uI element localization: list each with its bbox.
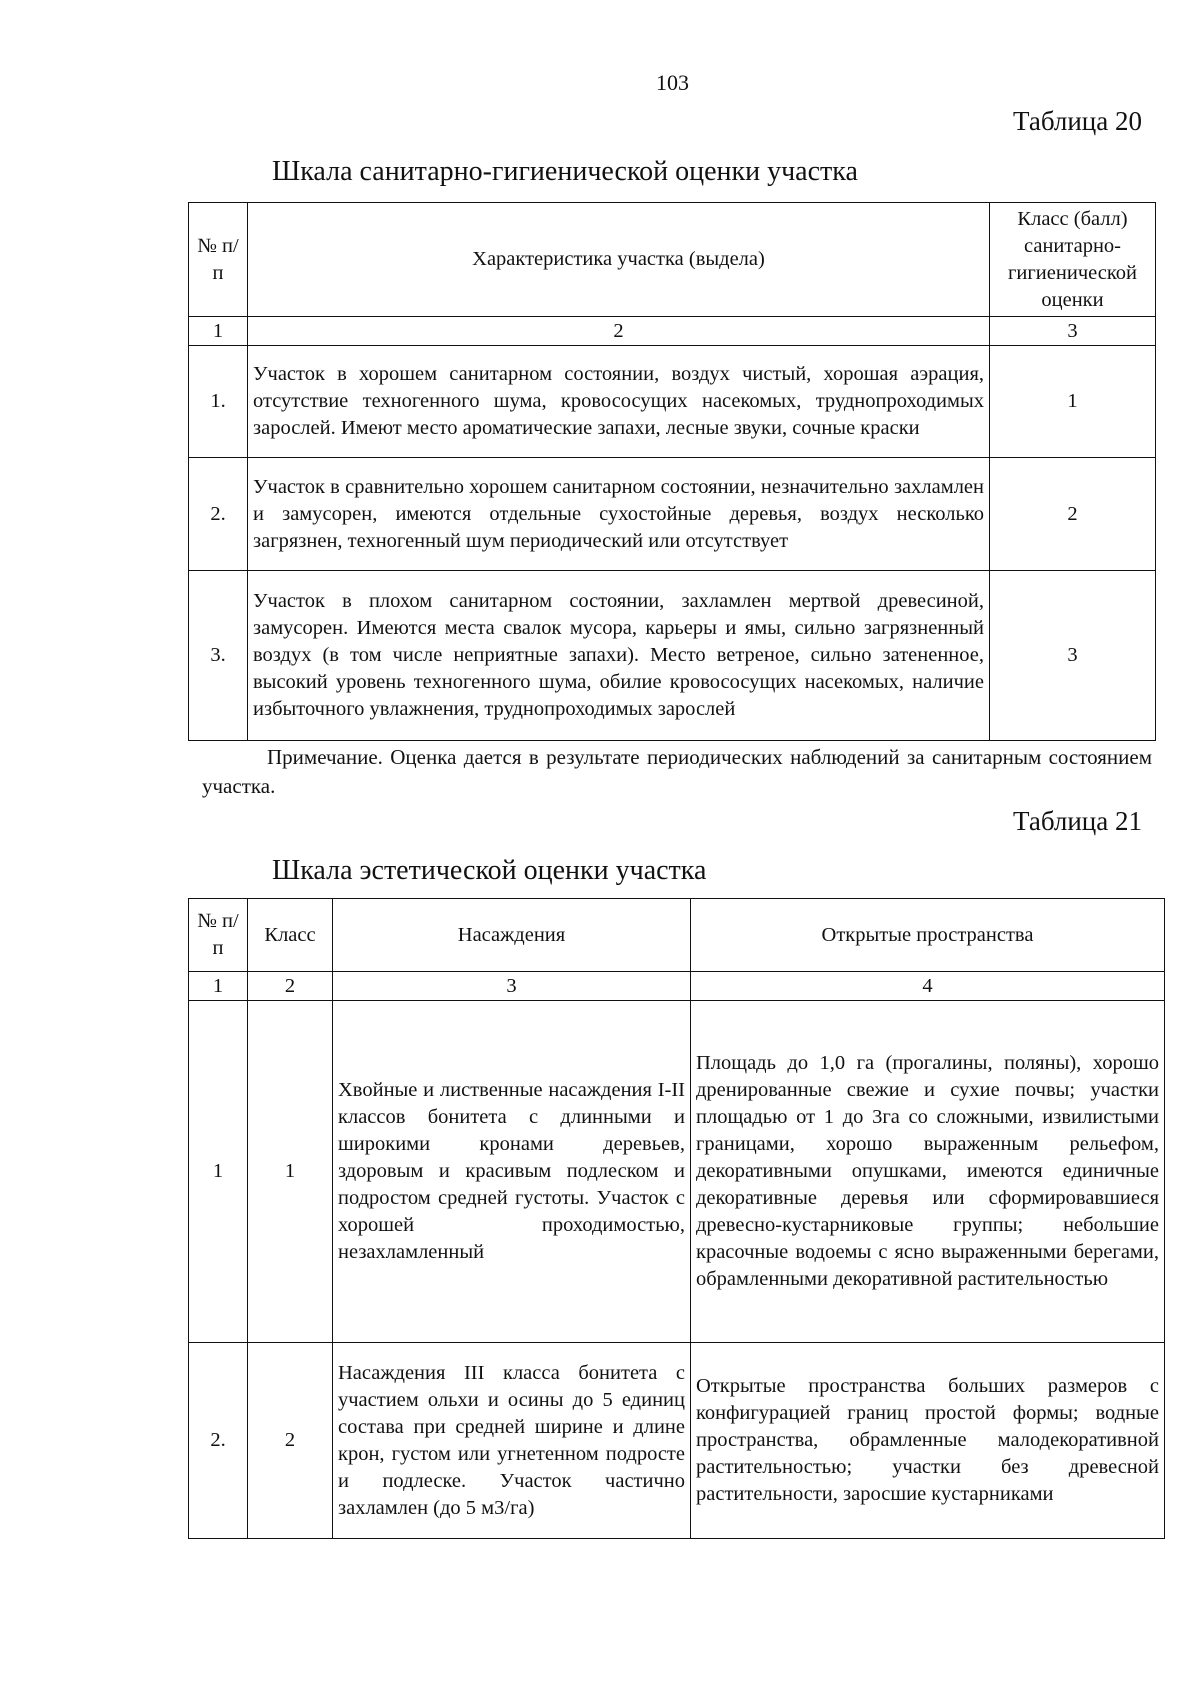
row-class: 1 — [990, 346, 1156, 458]
table-row — [189, 1343, 1165, 1539]
header-open-spaces: Открытые пространства — [691, 899, 1165, 972]
col-number: 2 — [248, 317, 990, 346]
col-number: 3 — [990, 317, 1156, 346]
table-row — [189, 458, 1156, 571]
page-number: 103 — [656, 70, 689, 95]
header-class: Класс — [248, 899, 333, 972]
table20 — [188, 202, 1156, 741]
row-class: 3 — [990, 571, 1156, 741]
table21-caption: Шкала эстетической оценки участка — [272, 855, 707, 886]
row-open-spaces: Открытые пространства больших размеров с конфигурацией границ простой формы; водные пространства, обрамленные малодекоративной растительностью; участки без древесной растительности, заросшие кустарниками — [691, 1343, 1165, 1539]
table21-number-row — [189, 972, 1165, 1001]
row-open-spaces: Площадь до 1,0 га (прогалины, поляны), хорошо дренированные свежие и сухие почвы; участки площадью от 1 до 3га со сложными, извилистыми границами, хорошо выраженным рельефом, декоративными опушками, имеются единичные декоративные деревья или сформировавшиеся древесно-кустарниковые группы; небольшие красочные водоемы с ясно выраженными берегами, обрамленными декоративной растительностью — [691, 1001, 1165, 1343]
table-row — [189, 346, 1156, 458]
header-num: № п/п — [189, 203, 248, 317]
table21-label: Таблица 21 — [1013, 806, 1142, 836]
table20-label: Таблица 20 — [1013, 106, 1142, 136]
header-class: Класс (балл) санитарно-гигиенической оценки — [990, 203, 1156, 317]
row-class: 1 — [248, 1001, 333, 1343]
table21 — [188, 898, 1165, 1539]
row-plantings: Насаждения III класса бонитета с участием ольхи и осины до 5 единиц состава при средней ширине и длине крон, густом или угнетенном подросте и подлеске. Участок частично захламлен (до 5 м3/га) — [333, 1343, 691, 1539]
row-num: 2. — [189, 458, 248, 571]
row-num: 1. — [189, 346, 248, 458]
header-num: № п/п — [189, 899, 248, 972]
row-num: 1 — [189, 1001, 248, 1343]
header-plantings: Насаждения — [333, 899, 691, 972]
col-number: 4 — [691, 972, 1165, 1001]
table20-note: Примечание. Оценка дается в результате периодических наблюдений за санитарным состоянием участка. — [202, 745, 1152, 798]
col-number: 1 — [189, 317, 248, 346]
row-characteristic: Участок в плохом санитарном состоянии, захламлен мертвой древесиной, замусорен. Имеются места свалок мусора, карьеры и ямы, сильно загрязненный воздух (в том числе неприятные запахи). Место ветреное, сильно затененное, высокий уровень техногенного шума, обилие кровососущих насекомых, наличие избыточного увлажнения, труднопроходимых зарослей — [248, 571, 990, 741]
header-characteristic: Характеристика участка (выдела) — [248, 203, 990, 317]
row-class: 2 — [990, 458, 1156, 571]
col-number: 2 — [248, 972, 333, 1001]
col-number: 3 — [333, 972, 691, 1001]
row-plantings: Хвойные и лиственные насаждения I-II классов бонитета с длинными и широкими кронами деревьев, здоровым и красивым подлеском и подростом средней густоты. Участок с хорошей проходимостью, незахламленный — [333, 1001, 691, 1343]
row-num: 2. — [189, 1343, 248, 1539]
table21-header-row — [189, 899, 1165, 972]
table-row — [189, 1001, 1165, 1343]
table20-number-row — [189, 317, 1156, 346]
row-num: 3. — [189, 571, 248, 741]
table20-header-row — [189, 203, 1156, 317]
table-row — [189, 571, 1156, 741]
row-class: 2 — [248, 1343, 333, 1539]
row-characteristic: Участок в сравнительно хорошем санитарном состоянии, незначительно захламлен и замусорен, имеются отдельные сухостойные деревья, воздух несколько загрязнен, техногенный шум периодический или отсутствует — [248, 458, 990, 571]
col-number: 1 — [189, 972, 248, 1001]
row-characteristic: Участок в хорошем санитарном состоянии, воздух чистый, хорошая аэрация, отсутствие техногенного шума, кровососущих насекомых, труднопроходимых зарослей. Имеют место ароматические запахи, лесные звуки, сочные краски — [248, 346, 990, 458]
table20-caption: Шкала санитарно-гигиенической оценки участка — [272, 156, 858, 187]
